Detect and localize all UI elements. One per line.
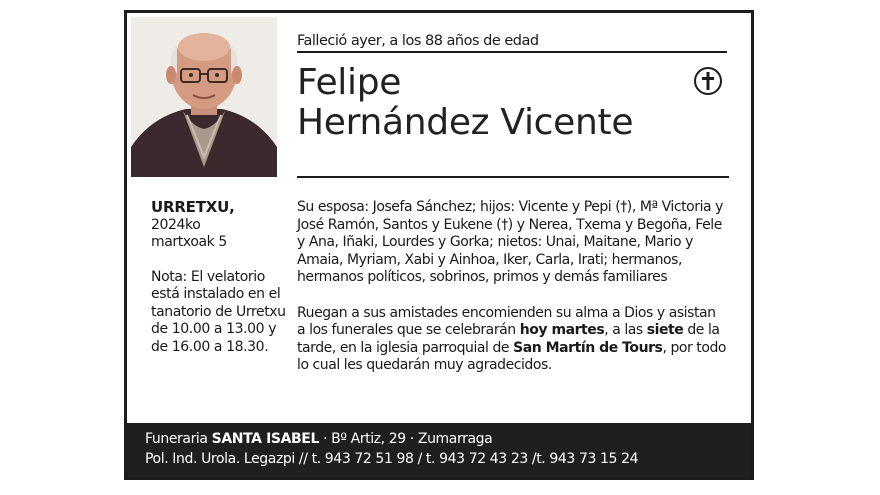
family-list: Su esposa: Josefa Sánchez; hijos: Vicente y Pepi (†), Mª Victoria y José Ramón, Santos y Eukene (†) y Nerea, Txema y Begoña, Fele y Ana, Iñaki, Lourdes y Gorka; nietos: Unai, Maitane, Mario y Amaia, Myriam, Xabi y Ainhoa, Iker, Carla, Irati; hermanos, hermanos políticos, sobrinos, primos y demás familiares xyxy=(297,199,723,285)
name-first: Felipe xyxy=(297,62,402,103)
funeral-home-footer xyxy=(127,423,751,477)
footer-line-1: Funeraria SANTA ISABEL · Bº Artiz, 29 · Zumarraga xyxy=(145,431,493,447)
body-text xyxy=(297,199,727,375)
footer-line-2: Pol. Ind. Urola. Legazpi // t. 943 72 51 98 / t. 943 72 43 23 /t. 943 73 15 24 xyxy=(145,451,639,467)
date-line-2: martxoak 5 xyxy=(151,234,227,250)
cross-in-circle-icon xyxy=(694,67,722,95)
death-intro: Falleció ayer, a los 88 años de edad xyxy=(297,33,727,53)
obituary-notice xyxy=(124,10,754,480)
portrait-illustration xyxy=(131,17,277,177)
header-block xyxy=(297,33,727,143)
wake-note: Nota: El velatorio está instalado en el tanatorio de Urretxu de 10.00 a 13.00 y de 16.00 a 18.30. xyxy=(151,268,286,355)
place: URRETXU, xyxy=(151,198,235,216)
sidebar xyxy=(151,199,289,356)
funeral-request: Ruegan a sus amistades encomienden su alma a Dios y asistan a los funerales que se celebrarán hoy martes, a las siete de la tarde, en la iglesia parroquial de San Martín de Tours, por todo lo cual les quedarán muy agradecidos. xyxy=(297,304,727,373)
name-surnames: Hernández Vicente xyxy=(297,102,634,143)
date-line-1: 2024ko xyxy=(151,216,201,233)
deceased-name xyxy=(297,63,727,143)
portrait-photo xyxy=(131,17,277,177)
divider xyxy=(297,176,729,178)
